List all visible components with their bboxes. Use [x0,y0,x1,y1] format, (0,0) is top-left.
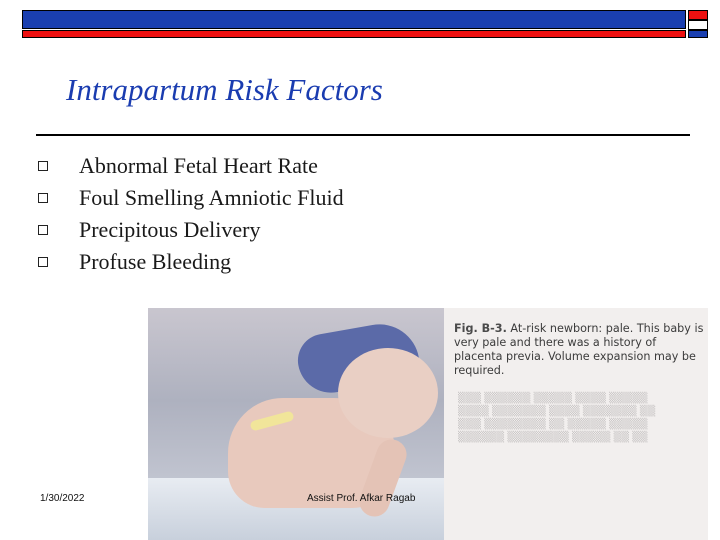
square-bullet-icon [38,257,48,267]
newborn-photo [148,308,708,540]
figure-caption-lead: At-risk newborn: pale. [510,322,634,335]
corner-blue-square [688,30,708,38]
bullet-text: Abnormal Fetal Heart Rate [79,153,318,178]
book-page [444,308,708,540]
corner-white-square [688,20,708,30]
bullet-text: Profuse Bleeding [79,249,232,274]
title-divider [36,134,690,136]
bullet-item [38,182,344,214]
bullet-text: Foul Smelling Amniotic Fluid [79,185,344,210]
footer-author: Assist Prof. Afkar Ragab [307,493,416,504]
square-bullet-icon [38,225,48,235]
bullet-item [38,214,344,246]
bullet-item [38,150,344,182]
figure-label: Fig. B-3. [454,322,507,335]
top-decorative-bar [22,10,710,38]
bullet-text: Precipitous Delivery [79,217,261,242]
top-blue-stripe [22,10,686,29]
bleed-through-text: ▒▒▒ ▒▒▒▒▒▒ ▒▒▒▒▒ ▒▒▒▒ ▒▒▒▒▒ ▒▒▒▒ ▒▒▒▒▒▒▒ ▒▒▒▒ ▒▒▒▒▒▒▒ ▒▒ ▒▒▒ ▒▒▒▒▒▒▒▒ ▒▒ ▒▒▒▒▒ ▒▒▒▒▒ ▒▒▒▒▒▒ ▒▒▒▒▒▒▒▒ ▒▒▒▒▒ ▒▒ ▒▒ [458,393,656,443]
square-bullet-icon [38,193,48,203]
bullet-list [38,150,344,278]
corner-red-square [688,10,708,20]
figure-caption-body: This baby is very pale and there was a history of placenta previa. Volume expansion may be required. [454,322,704,377]
square-bullet-icon [38,161,48,171]
bullet-item [38,246,344,278]
figure-caption [454,322,704,378]
newborn-head [338,348,438,438]
slide-title: Intrapartum Risk Factors [66,72,383,107]
top-red-stripe [22,30,686,38]
footer-date: 1/30/2022 [40,493,85,504]
